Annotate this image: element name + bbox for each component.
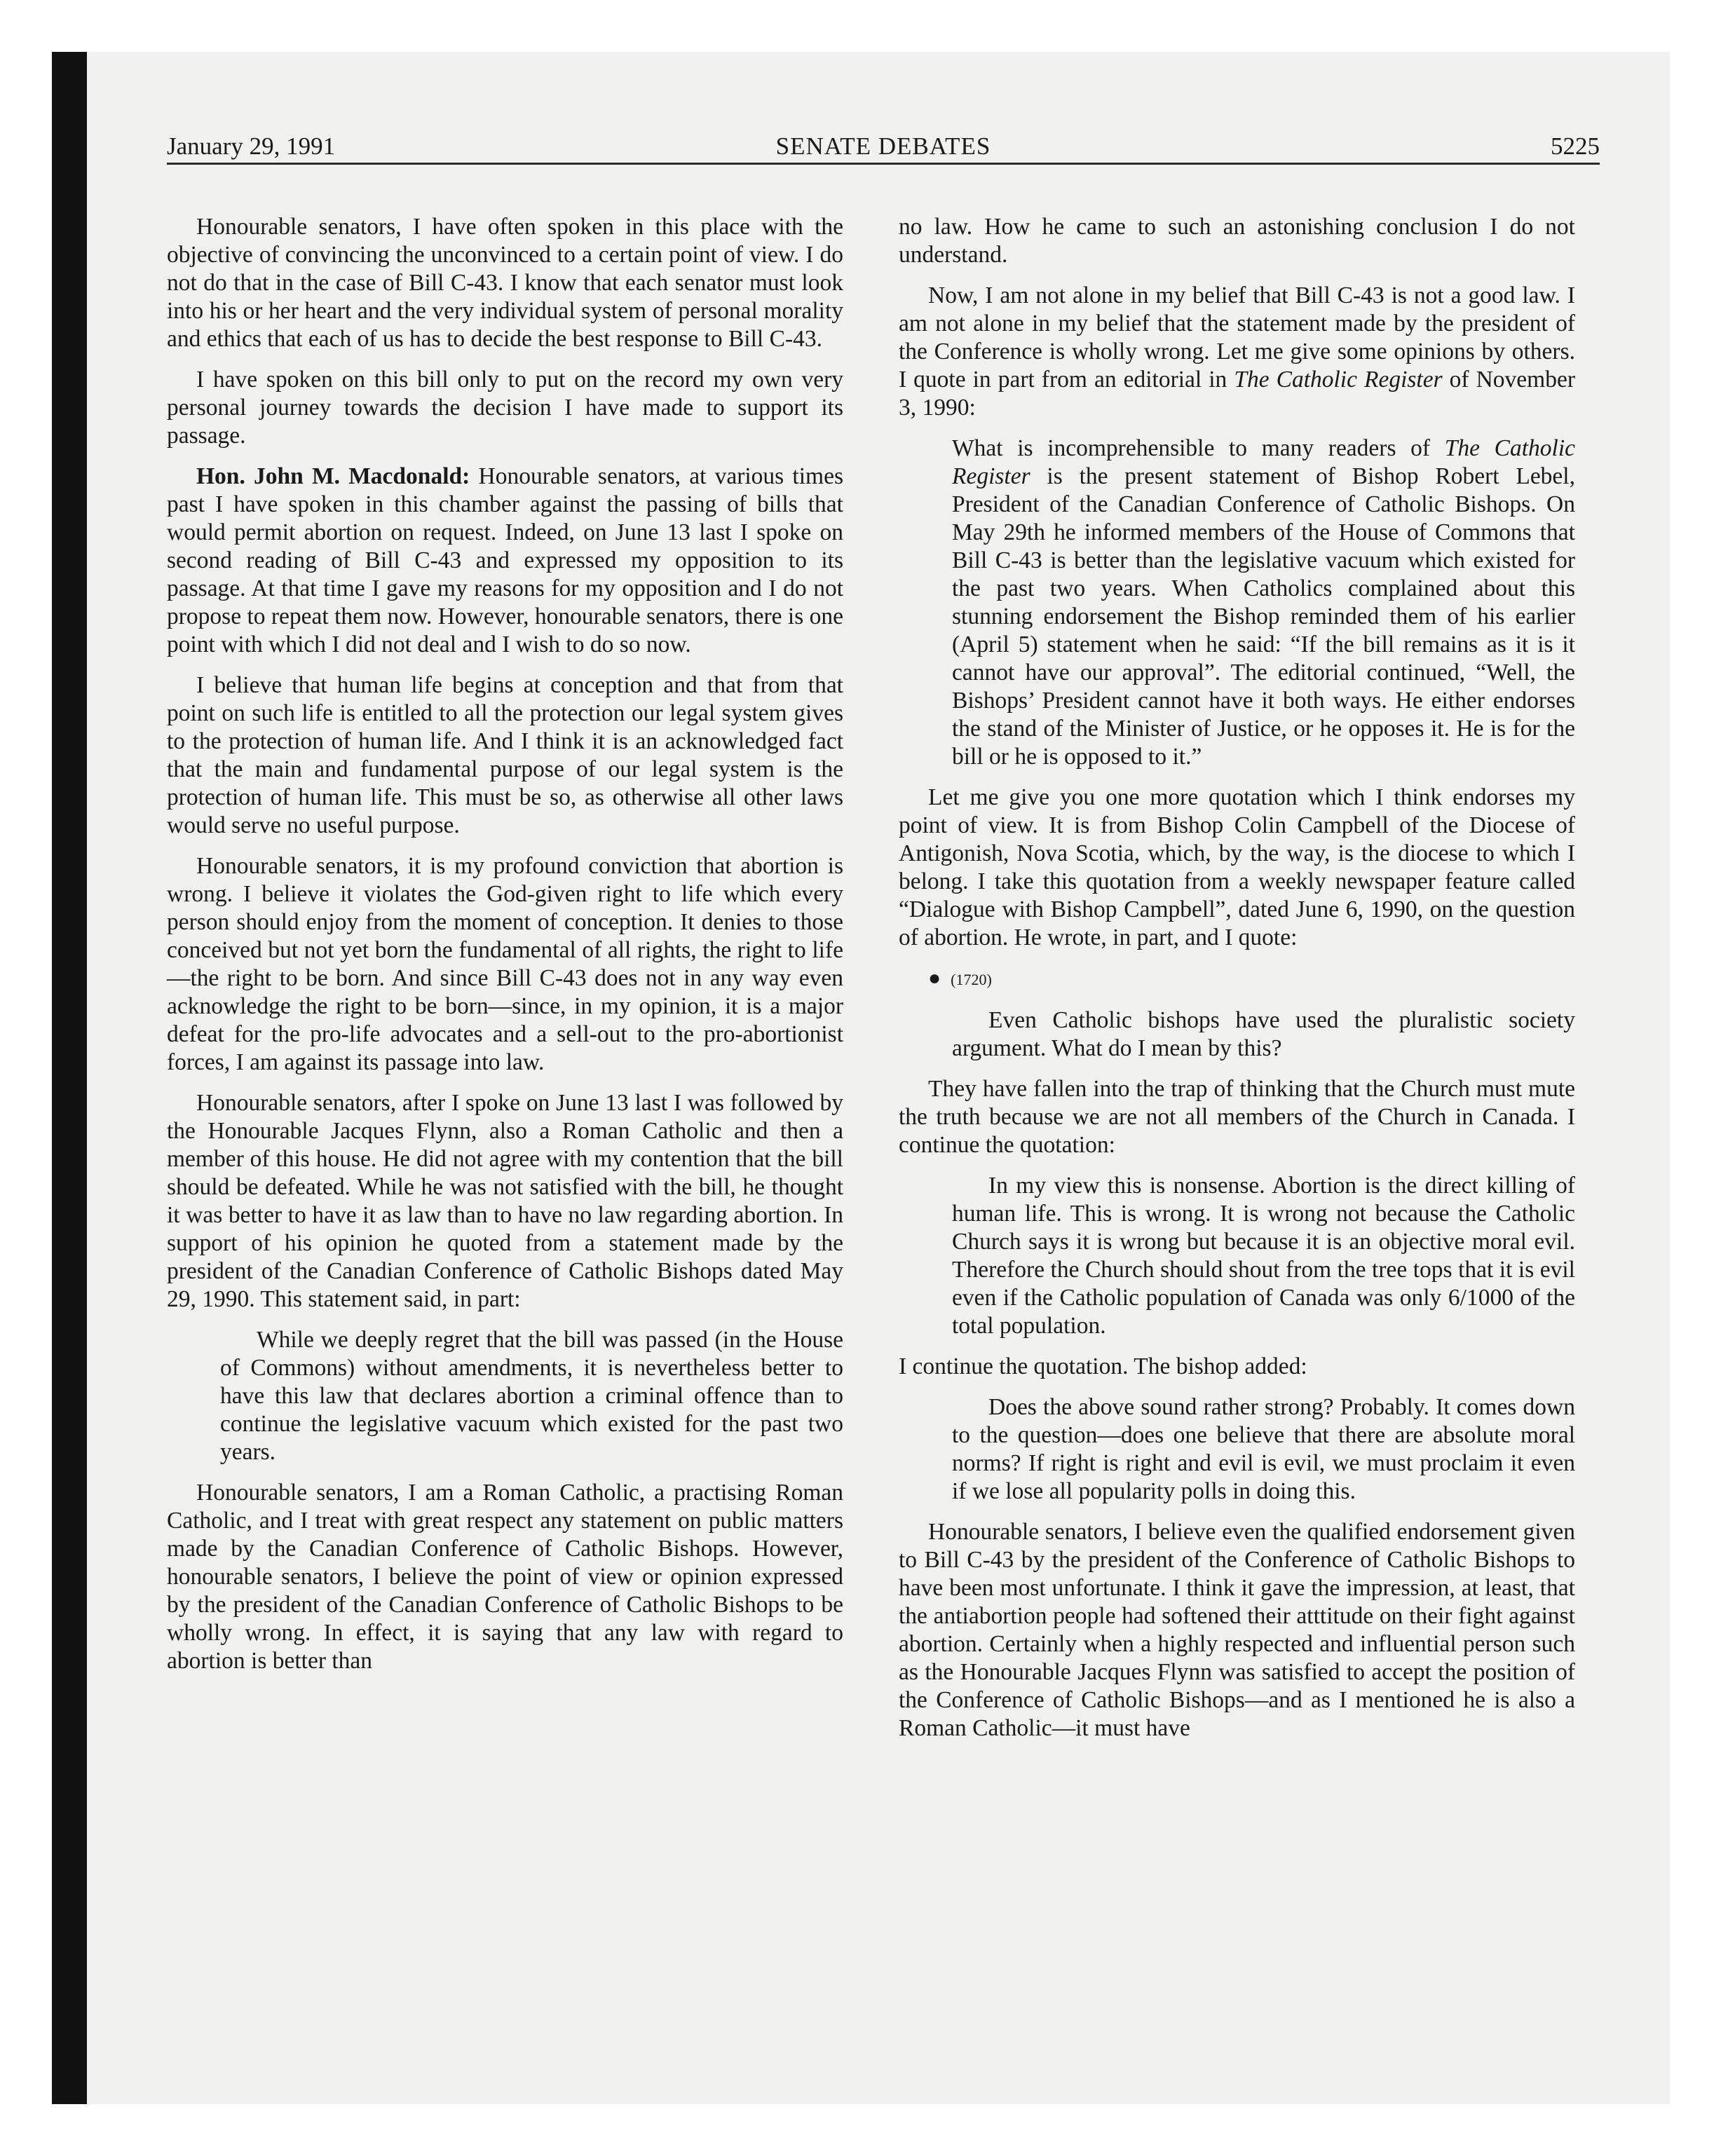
block-quote: Does the above sound rather strong? Probably. It comes down to the question—does one believe that there are absolute moral norms? If right is right and evil is evil, we must proclaim it even if we lose all popularity polls in doing this. xyxy=(952,1394,1575,1504)
binding-edge xyxy=(52,52,87,2104)
paragraph: I believe that human life begins at conception and that from that point on such life is entitled to all the protection our legal system gives to the protection of human life. And I think it is an acknowledged fact that the main and fundamental purpose of our legal system is the protection of human life. This must be so, as otherwise all other laws would serve no useful purpose. xyxy=(167,672,843,838)
paragraph: They have fallen into the trap of thinking that the Church must mute the truth because we are not all members of the Church in Canada. I continue the quotation: xyxy=(899,1076,1575,1158)
left-column xyxy=(167,213,843,1688)
quote-text: is the present statement of Bishop Robert Lebel, President of the Canadian Conference of Catholic Bishops. On May 29th he informed members of the House of Commons that Bill C-43 is better than the legislative vacuum which existed for the past two years. When Catholics complained about this stunning endorsement the Bishop reminded them of his earlier (April 5) statement when he said: “If the bill remains as it is it cannot have our approval”. The editorial continued, “Well, the Bishops’ President cannot have it both ways. He either endorses the stand of the Minister of Justice, or he opposes it. He is for the bill or he is opposed to it.” xyxy=(952,463,1575,770)
speech-text: Honourable senators, at various times past I have spoken in this chamber against the passing of bills that would permit abortion on request. Indeed, on June 13 last I spoke on second reading of Bill C-43 and expressed my opposition to its passage. At that time I gave my reasons for my opposition and I do not propose to repeat them now. However, honourable senators, there is one point with which I did not deal and I wish to do so now. xyxy=(167,463,843,657)
publication-title: The Catholic Register xyxy=(1234,367,1443,393)
paragraph-text: of November 3, 1990: xyxy=(899,367,1575,421)
block-quote: While we deeply regret that the bill was passed (in the House of Commons) without amendments, it is nevertheless better to have this law that declares abortion a criminal offence than to continue the legislative vacuum which existed for the past two years. xyxy=(220,1327,843,1465)
paragraph: Honourable senators, I am a Roman Catholic, a practising Roman Catholic, and I treat with great respect any statement on public matters made by the Canadian Conference of Catholic Bishops. However, honourable senators, I believe the point of view or opinion expressed by the president of the Canadian Conference of Catholic Bishops to be wholly wrong. In effect, it is saying that any law with regard to abortion is better than xyxy=(167,1480,843,1674)
block-quote: In my view this is nonsense. Abortion is the direct killing of human life. This is wrong. It is wrong not because the Catholic Church says it is wrong but because it is an objective moral evil. Therefore the Church should shout from the tree tops that it is evil even if the Catholic population of Canada was only 6/1000 of the total population. xyxy=(952,1173,1575,1339)
bullet-icon: ● xyxy=(928,967,941,990)
publication-title: The Catholic Register xyxy=(952,435,1575,489)
paragraph: Honourable senators, I have often spoken in this place with the objective of convincing the unconvinced to a certain point of view. I do not do that in the case of Bill C-43. I know that each senator must look into his or her heart and the very individual system of personal morality and ethics that each of us has to decide the best response to Bill C-43. xyxy=(167,214,843,352)
header-date: January 29, 1991 xyxy=(167,132,336,160)
block-quote: Even Catholic bishops have used the pluralistic society argument. What do I mean by this? xyxy=(952,1007,1575,1061)
paragraph: I have spoken on this bill only to put on the record my own very personal journey towards the decision I have made to support its passage. xyxy=(167,367,843,449)
paragraph xyxy=(899,282,1575,422)
paragraph: Let me give you one more quotation which I think endorses my point of view. It is from Bishop Colin Campbell of the Diocese of Antigonish, Nova Scotia, which, by the way, is the diocese to which I belong. I take this quotation from a weekly newspaper feature called “Dialogue with Bishop Campbell”, dated June 6, 1990, on the question of abortion. He wrote, in part, and I quote: xyxy=(899,784,1575,950)
paragraph: Honourable senators, it is my profound conviction that abortion is wrong. I believe it violates the God-given right to life which every person should enjoy from the moment of conception. It denies to those conceived but not yet born the fundamental of all rights, the right to life—the right to be born. And since Bill C-43 does not in any way even acknowledge the right to be born—since, in my opinion, it is a major defeat for the pro-life advocates and a sell-out to the pro-abortionist forces, I am against its passage into law. xyxy=(167,853,843,1075)
page-header xyxy=(167,129,1600,164)
block-quote xyxy=(899,435,1575,771)
right-column xyxy=(899,213,1575,1755)
time-stamp: (1720) xyxy=(951,971,992,988)
paragraph: I continue the quotation. The bishop added: xyxy=(899,1353,1307,1379)
header-page-number: 5225 xyxy=(1551,132,1600,160)
header-rule xyxy=(167,163,1600,165)
paragraph: no law. How he came to such an astonishing conclusion I do not understand. xyxy=(899,214,1575,268)
paragraph: Honourable senators, after I spoke on June 13 last I was followed by the Honourable Jacques Flynn, also a Roman Catholic and then a member of this house. He did not agree with my contention that the bill should be defeated. While he was not satisfied with the bill, he thought it was better to have it as law than to have no law regarding abortion. In support of his opinion he quoted from a statement made by the president of the Canadian Conference of Catholic Bishops dated May 29, 1990. This statement said, in part: xyxy=(167,1090,843,1312)
header-title: SENATE DEBATES xyxy=(775,132,991,160)
speaker-paragraph xyxy=(167,463,843,659)
paragraph-text: Now, I am not alone in my belief that Bill C-43 is not a good law. I am not alone in my belief that the statement made by the president of the Conference is wholly wrong. Let me give some opinions by others. I quote in part from an editorial in xyxy=(899,282,1575,393)
speaker-name: Hon. John M. Macdonald: xyxy=(196,463,470,489)
time-marker xyxy=(899,964,1575,994)
paragraph: Honourable senators, I believe even the qualified endorsement given to Bill C-43 by the president of the Conference of Catholic Bishops to have been most unfortunate. I think it gave the impression, at least, that the antiabortion people had softened their atttitude on their fight against abortion. Certainly when a highly respected and influential person such as the Honourable Jacques Flynn was satisfied to accept the position of the Conference of Catholic Bishops—and as I mentioned he is also a Roman Catholic—it must have xyxy=(899,1519,1575,1741)
quote-text: What is incomprehensible to many readers of xyxy=(952,435,1445,461)
